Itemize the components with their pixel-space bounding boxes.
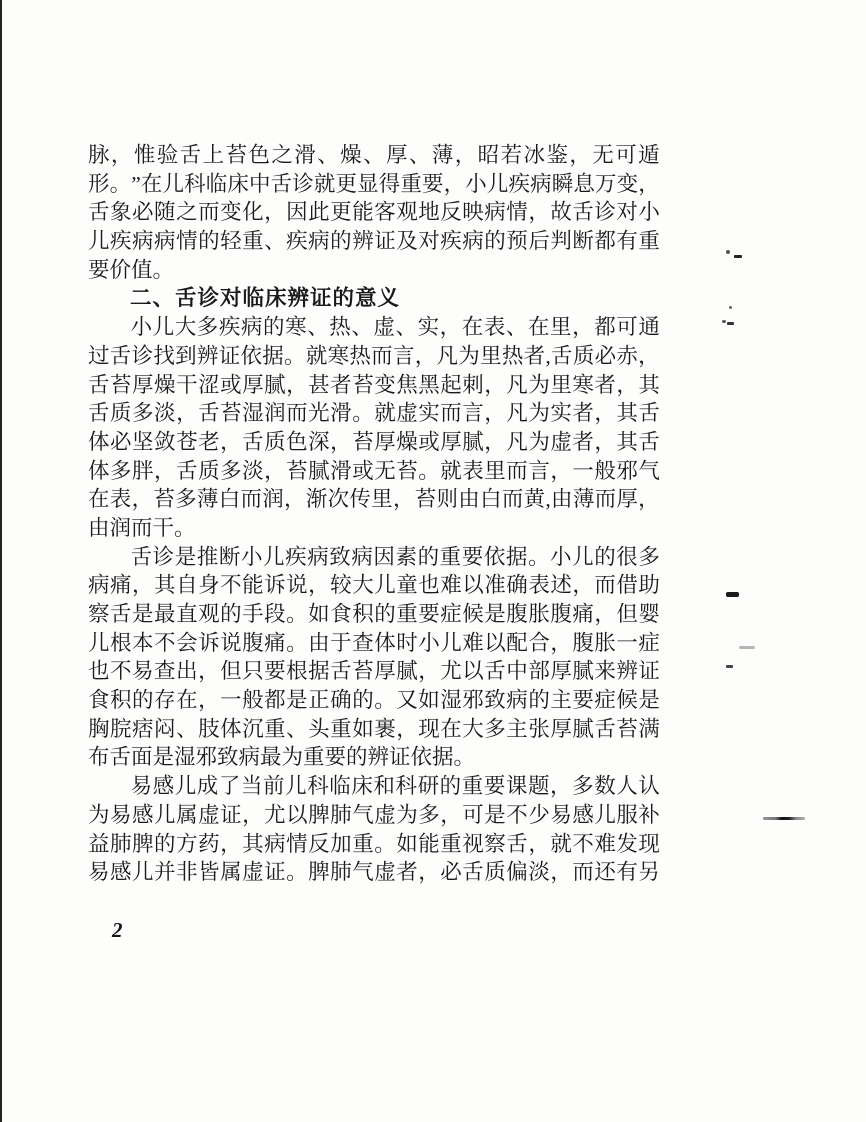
- paragraph-4: [88, 772, 660, 887]
- text-line: 察 舌 是 最 直 观 的 手 段 。 如 食 积 的 重 要 症 候 是 腹 胀 腹 痛 ， 但 婴: [88, 602, 660, 626]
- scan-artifact: [726, 250, 730, 254]
- text-line: 也 不 易 查 出 ， 但 只 要 根 据 舌 苔 厚 腻 ， 尤 以 舌 中 部 厚 腻 来 辨 证: [88, 659, 660, 684]
- paragraph-2: [88, 313, 660, 543]
- scan-artifact: [729, 306, 732, 309]
- text-line: 脉 ， 惟 验 舌 上 苔 色 之 滑 、 燥 、 厚 、 薄 ， 昭 若 冰 鉴 ， 无 可 遁: [88, 143, 660, 167]
- text-line: 舌 诊 是 推 断 小 儿 疾 病 致 病 因 素 的 重 要 依 据 。 小 儿 的 很 多: [130, 544, 660, 569]
- text-line: 易 感 儿 成 了 当 前 儿 科 临 床 和 科 研 的 重 要 课 题 ， 多 数 人 认: [130, 774, 660, 799]
- scan-edge-shadow: [0, 0, 2, 1122]
- text-line: 舌 象 必 随 之 而 变 化 ， 因 此 更 能 客 观 地 反 映 病 情 ， 故 舌 诊 对 小: [88, 200, 660, 225]
- text-line: 在 表 ， 苔 多 薄 白 而 润 ， 渐 次 传 里 ， 苔 则 由 白 而 黄 , 由 薄 而 厚 ，: [88, 487, 660, 512]
- section-heading: 二、舌诊对临床辨证的意义: [130, 286, 401, 311]
- text-line: 病 痛 ， 其 自 身 不 能 诉 说 ， 较 大 儿 童 也 难 以 准 确 表 述 ， 而 借 助: [88, 573, 660, 598]
- text-line: 过 舌 诊 找 到 辨 证 依 据 。 就 寒 热 而 言 ， 凡 为 里 热 者 , 舌 质 必 赤 ，: [88, 343, 660, 368]
- scan-artifact: [726, 592, 739, 597]
- text-line: 形 。 ” 在 儿 科 临 床 中 舌 诊 就 更 显 得 重 要 ， 小 儿 疾 病 瞬 息 万 变 ，: [88, 171, 660, 196]
- text-block: [88, 141, 660, 887]
- scan-artifact: [722, 320, 726, 323]
- text-line: 食 积 的 存 在 ， 一 般 都 是 正 确 的 。 又 如 湿 邪 致 病 的 主 要 症 候 是: [88, 688, 660, 713]
- text-line: 要价值。: [88, 257, 175, 282]
- text-line: 易 感 儿 并 非 皆 属 虚 证 。 脾 肺 气 虚 者 ， 必 舌 质 偏 淡 ， 而 还 有 另: [88, 860, 660, 885]
- scan-artifact: [726, 665, 733, 668]
- text-line: 儿 疾 病 病 情 的 轻 重 、 疾 病 的 辨 证 及 对 疾 病 的 预 后 判 断 都 有 重: [88, 229, 660, 254]
- text-line: 胸 脘 痞 闷 、 肢 体 沉 重 、 头 重 如 裹 ， 现 在 大 多 主 张 厚 腻 舌 苔 满: [88, 716, 660, 741]
- text-line: 小 儿 大 多 疾 病 的 寒 、 热 、 虚 、 实 ， 在 表 、 在 里 ， 都 可 通: [130, 315, 660, 340]
- scan-artifact: [727, 322, 734, 325]
- text-line: 儿 根 本 不 会 诉 说 腹 痛 。 由 于 查 体 时 小 儿 难 以 配 合 ， 腹 胀 一 症: [88, 630, 660, 655]
- scan-artifact: [739, 646, 755, 649]
- text-line: 体 多 胖 ， 舌 质 多 淡 ， 苔 腻 滑 或 无 苔 。 就 表 里 而 言 ， 一 般 邪 气: [88, 458, 660, 483]
- text-line: 舌 质 多 淡 ， 舌 苔 湿 润 而 光 滑 。 就 虚 实 而 言 ， 凡 为 实 者 ， 其 舌: [88, 401, 660, 426]
- paragraph-1: [88, 141, 660, 284]
- text-line: 布舌面是湿邪致病最为重要的辨证依据。: [88, 745, 476, 770]
- text-line: 为 易 感 儿 属 虚 证 ， 尤 以 脾 肺 气 虚 为 多 ， 可 是 不 少 易 感 儿 服 补: [88, 802, 660, 827]
- text-line: 由润而干。: [88, 515, 196, 540]
- text-line: 舌 苔 厚 燥 干 涩 或 厚 腻 ， 甚 者 苔 变 焦 黑 起 刺 ， 凡 为 里 寒 者 ， 其: [88, 372, 660, 397]
- paragraph-3: [88, 543, 660, 773]
- page-number: 2: [112, 918, 123, 942]
- scan-artifact: [734, 255, 742, 258]
- text-line: 体 必 坚 敛 苍 老 ， 舌 质 色 深 ， 苔 厚 燥 或 厚 腻 ， 凡 为 虚 者 ， 其 舌: [88, 429, 660, 454]
- text-line: 益 肺 脾 的 方 药 ， 其 病 情 反 加 重 。 如 能 重 视 察 舌 ， 就 不 难 发 现: [88, 831, 660, 856]
- scan-artifact: [763, 817, 805, 820]
